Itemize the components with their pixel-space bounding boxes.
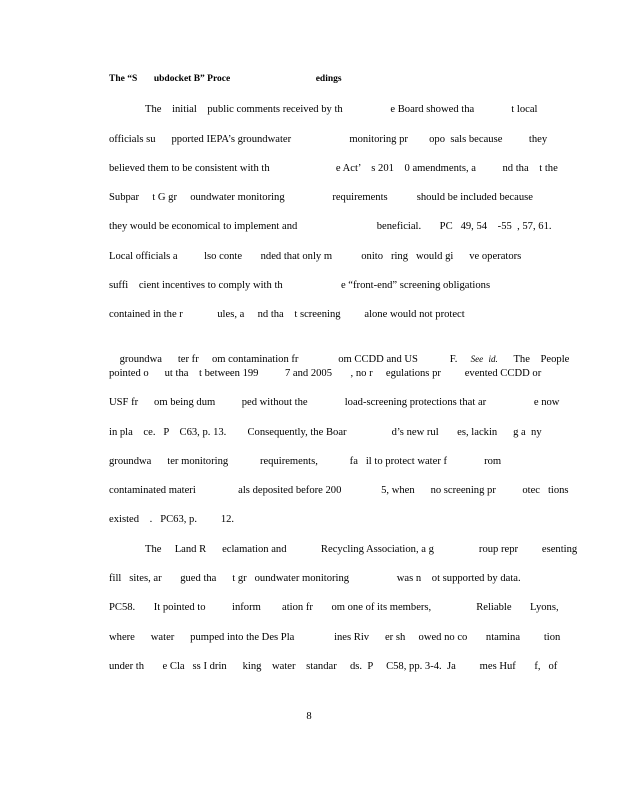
paragraph-line: contained in the r ules, a nd tha t screening alone would not protect — [109, 309, 465, 320]
paragraph-line: groundwa ter monitoring requirements, fa il to protect water f rom — [109, 456, 502, 467]
paragraph-line: contaminated materi als deposited before 200 5, when no screening pr otec tions — [109, 485, 569, 496]
paragraph-line: The Land R eclamation and Recycling Association, a g roup repr esenting — [145, 544, 578, 555]
paragraph-line: in pla ce. P C63, p. 13. Consequently, the Boar d’s new rul es, lackin g a ny — [109, 427, 542, 438]
paragraph-line: Subpar t G gr oundwater monitoring requirements should be included because — [109, 192, 533, 203]
paragraph-line: The initial public comments received by th e Board showed tha t local — [145, 104, 538, 115]
paragraph-line: they would be economical to implement and beneficial. PC 49, 54 -55 , 57, 61. — [109, 221, 552, 232]
paragraph-line: existed . PC63, p. 12. — [109, 514, 235, 525]
paragraph-line: believed them to be consistent with th e Act’ s 201 0 amendments, a nd tha t the — [109, 163, 558, 174]
paragraph-line: USF fr om being dum ped without the load-screening protections that ar e now — [109, 397, 560, 408]
line-text: The People — [513, 354, 570, 365]
citation-id: id. — [488, 354, 498, 364]
line-text: groundwa ter fr om contamination fr om CCDD and US F. — [119, 354, 458, 365]
paragraph-line: fill sites, ar gued tha t gr oundwater monitoring was n ot supported by data. — [109, 573, 521, 584]
paragraph-line: under th e Cla ss I drin king water standar ds. P C58, pp. 3-4. Ja mes Huf f, of — [109, 661, 558, 672]
page-number: 8 — [306, 711, 312, 722]
paragraph-line: where water pumped into the Des Pla ines Riv er sh owed no co ntamina tion — [109, 632, 561, 643]
citation-see: See — [470, 354, 484, 364]
paragraph-line: PC58. It pointed to inform ation fr om one of its members, Reliable Lyons, — [109, 602, 559, 613]
section-heading: The “S ubdocket B” Proce edings — [109, 74, 342, 84]
paragraph-line: Local officials a lso conte nded that only m onito ring would gi ve operators — [109, 251, 522, 262]
paragraph-line: officials su pported IEPA’s groundwater monitoring pr opo sals because they — [109, 134, 548, 145]
paragraph-line: pointed o ut tha t between 199 7 and 2005 , no r egulations pr evented CCDD or — [109, 368, 542, 379]
paragraph-line: suffi cient incentives to comply with th e “front-end” screening obligations — [109, 280, 491, 291]
